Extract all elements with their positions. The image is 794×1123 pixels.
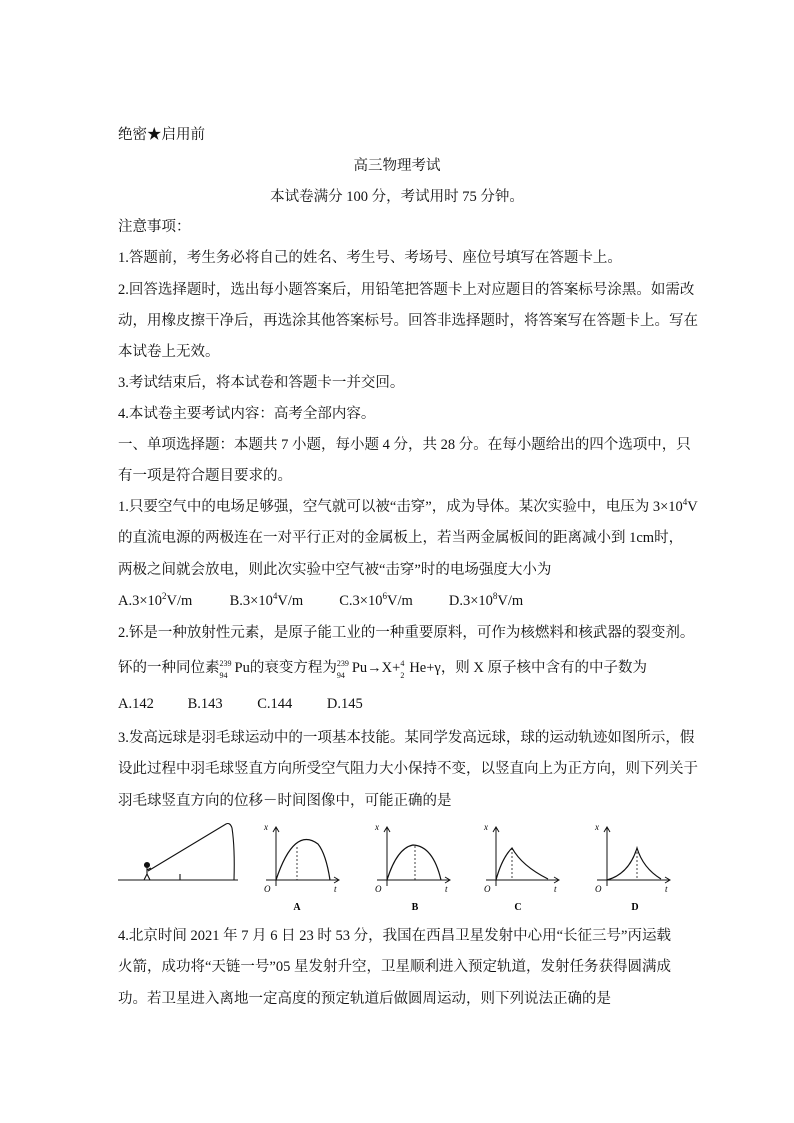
q1-option-b[interactable]: $B.3\times 10^4V/m$ xyxy=(229,591,304,609)
origin-label: O xyxy=(484,884,491,894)
q1-line-1: 1.只要空气中的电场足够强，空气就可以被“击穿”，成为导体。某次实验中，电压为 $3\times 10^4V$ xyxy=(118,497,698,515)
note-2-line-3: 本试卷上无效。 xyxy=(118,344,220,360)
q3-line-2: 设此过程中羽毛球竖直方向所受空气阻力大小保持不变，以竖直向上为正方向，则下列关于 xyxy=(118,761,698,777)
graph-d xyxy=(594,822,670,913)
graph-b xyxy=(374,822,450,913)
curve-a xyxy=(276,840,330,881)
note-4: 4.本试卷主要考试内容：高考全部内容。 xyxy=(118,406,376,422)
q1-line-3: 两极之间就会放电，则此次实验中空气被“击穿”时的电场强度大小为 xyxy=(118,562,552,578)
q1-option-d[interactable]: $D.3\times 10^8V/m$ xyxy=(448,591,524,609)
x-axis-label: x xyxy=(264,822,268,832)
he-nuclide: 4 2 xyxy=(400,659,405,680)
graph-d-label[interactable]: D xyxy=(631,902,639,913)
q1-option-a[interactable]: $A.3\times 10^2V/m$ xyxy=(118,591,193,609)
t-axis-label: t xyxy=(334,884,337,894)
secret-mark: 绝密★启用前 xyxy=(118,127,205,143)
q1-line-2: 的直流电源的两极连在一对平行正对的金属板上，若当两金属板间的距离减小到 1cm时， xyxy=(118,530,684,546)
trajectory-figure xyxy=(118,824,238,881)
x-axis-label: x xyxy=(375,822,379,832)
note-3: 3.考试结束后，将本试卷和答题卡一并交回。 xyxy=(118,375,405,391)
q4-line-2: 火箭，成功将“天链一号”05 星发射升空，卫星顺利进入预定轨道，发射任务获得圆满成 xyxy=(118,959,671,975)
origin-label: O xyxy=(264,884,271,894)
shuttle-trajectory xyxy=(148,824,234,881)
curve-b xyxy=(387,845,441,880)
q3-line-3: 羽毛球竖直方向的位移－时间图像中，可能正确的是 xyxy=(118,793,452,809)
player-head xyxy=(145,863,150,868)
page-title: 高三物理考试 xyxy=(353,158,441,174)
q1-options xyxy=(118,592,523,610)
graph-a xyxy=(263,822,339,913)
q2-line-1: 2.钚是一种放射性元素，是原子能工业的一种重要原料，可作为核燃料和核武器的裂变剂。 xyxy=(118,625,695,641)
x-axis-label: x xyxy=(484,822,488,832)
q3-line-1: 3.发高远球是羽毛球运动中的一项基本技能。某同学发高远球，球的运动轨迹如图所示，假 xyxy=(118,730,695,746)
notes-heading: 注意事项： xyxy=(118,219,191,235)
origin-label: O xyxy=(595,884,602,894)
t-axis-label: t xyxy=(665,884,668,894)
graph-b-label[interactable]: B xyxy=(411,902,419,913)
q2-option-d[interactable]: D.145 xyxy=(326,696,363,712)
q2-option-b[interactable]: B.143 xyxy=(187,696,223,712)
q2-option-a[interactable]: A.142 xyxy=(118,696,154,712)
exam-info: 本试卷满分 100 分，考试用时 75 分钟。 xyxy=(270,189,524,205)
q3-figures xyxy=(118,818,678,918)
curve-d xyxy=(607,848,661,880)
note-2-line-1: 2.回答选择题时，选出每小题答案后，用铅笔把答题卡上对应题目的答案标号涂黑。如需改 xyxy=(118,282,695,298)
origin-label: O xyxy=(375,884,382,894)
note-2-line-2: 动，用橡皮擦干净后，再选涂其他答案标号。回答非选择题时，将答案写在答题卡上。写在 xyxy=(118,313,698,329)
t-axis-label: t xyxy=(554,884,557,894)
q2-option-c[interactable]: C.144 xyxy=(257,696,293,712)
graph-a-label[interactable]: A xyxy=(293,902,301,913)
t-axis-label: t xyxy=(445,884,448,894)
pu-nuclide-2: 239 94 xyxy=(336,659,349,680)
x-axis-label: x xyxy=(595,822,599,832)
q2-options xyxy=(118,695,363,713)
q4-line-1: 4.北京时间 2021 年 7 月 6 日 23 时 53 分，我国在西昌卫星发射中心用“长征三号”丙运载 xyxy=(118,928,671,944)
note-1: 1.答题前，考生务必将自己的姓名、考生号、考场号、座位号填写在答题卡上。 xyxy=(118,250,622,266)
q2-line-2: 钚的一种同位素 239 94 Pu的衰变方程为 239 94 Pu→X+ 4 2 He+γ，则 X 原子核中含有的中子数为 xyxy=(118,659,648,680)
graph-c xyxy=(483,822,559,913)
section-heading-line-1: 一、单项选择题：本题共 7 小题，每小题 4 分，共 28 分。在每小题给出的四个选项中，只 xyxy=(118,437,691,453)
section-heading-line-2: 有一项是符合题目要求的。 xyxy=(118,468,292,484)
graph-c-label[interactable]: C xyxy=(514,902,522,913)
q1-option-c[interactable]: $C.3\times 10^6V/m$ xyxy=(339,591,413,609)
pu-nuclide-1: 239 94 xyxy=(219,659,232,680)
curve-c xyxy=(496,848,548,880)
q4-line-3: 功。若卫星进入离地一定高度的预定轨道后做圆周运动，则下列说法正确的是 xyxy=(118,991,611,1007)
